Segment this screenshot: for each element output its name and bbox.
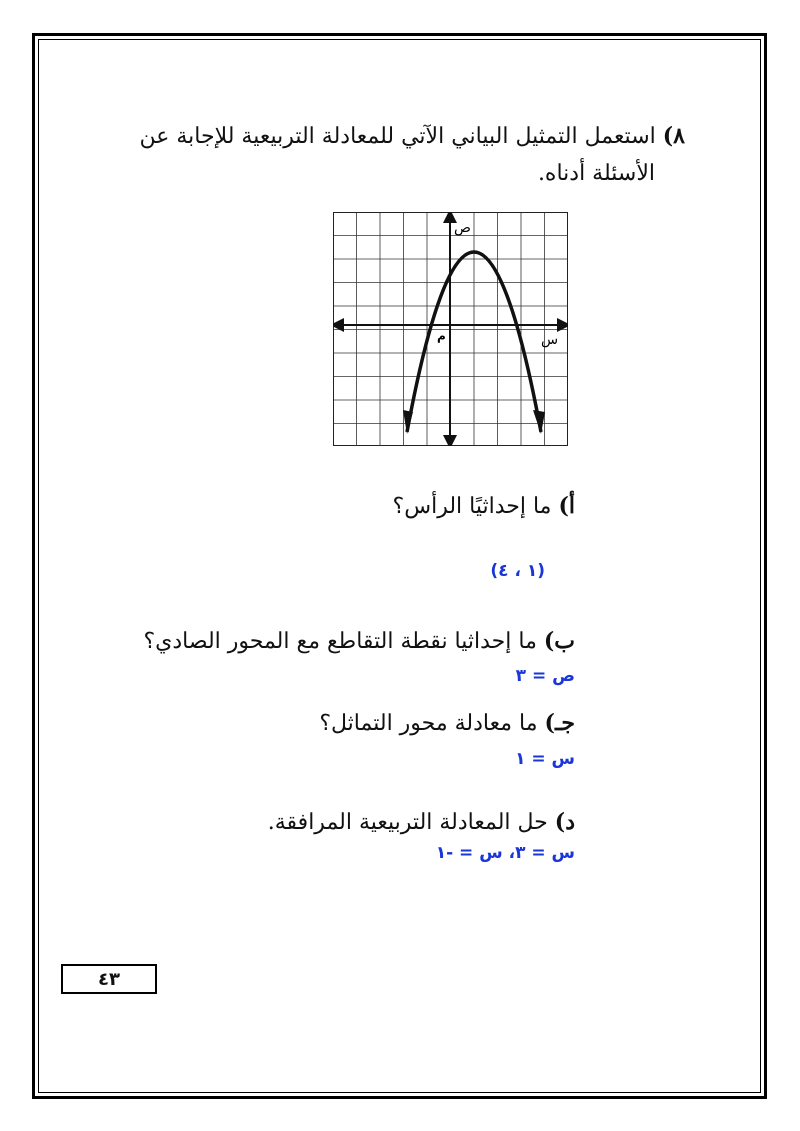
x-axis-label: س [541, 332, 559, 348]
part-c-answer: س = ١ [515, 749, 575, 769]
part-d-text: حل المعادلة التربيعية المرافقة. [267, 810, 548, 835]
part-d-label: د) [554, 809, 575, 835]
question-line-2: الأسئلة أدناه. [537, 161, 655, 186]
question-text-1: استعمل التمثيل البياني الآتي للمعادلة التربيعية للإجابة عن [139, 124, 656, 149]
question-number: ٨) [662, 123, 685, 149]
part-a-answer: (١ ، ٤) [490, 561, 545, 581]
part-b-text: ما إحداثيا نقطة التقاطع مع المحور الصادي؟ [143, 629, 537, 654]
part-b-label: ب) [543, 628, 575, 654]
question-line-1 [139, 117, 685, 156]
parabola-graph [333, 212, 568, 446]
page-number-box [61, 964, 157, 994]
page-border-inner [38, 39, 761, 1093]
origin-label: م [437, 329, 446, 343]
part-a-question [393, 487, 575, 526]
part-c-question [319, 704, 575, 743]
part-b-question [143, 622, 575, 661]
part-a-label: أ) [558, 493, 575, 519]
y-axis-label: ص [454, 220, 471, 236]
page-number: ٤٣ [98, 968, 120, 990]
part-c-label: جـ) [544, 710, 575, 736]
part-c-text: ما معادلة محور التماثل؟ [319, 711, 538, 736]
part-a-text: ما إحداثيًا الرأس؟ [392, 494, 552, 519]
part-d-answer: س = ٣، س = -١ [435, 843, 575, 863]
part-d-question [268, 803, 575, 842]
part-b-answer: ص = ٣ [515, 666, 575, 686]
